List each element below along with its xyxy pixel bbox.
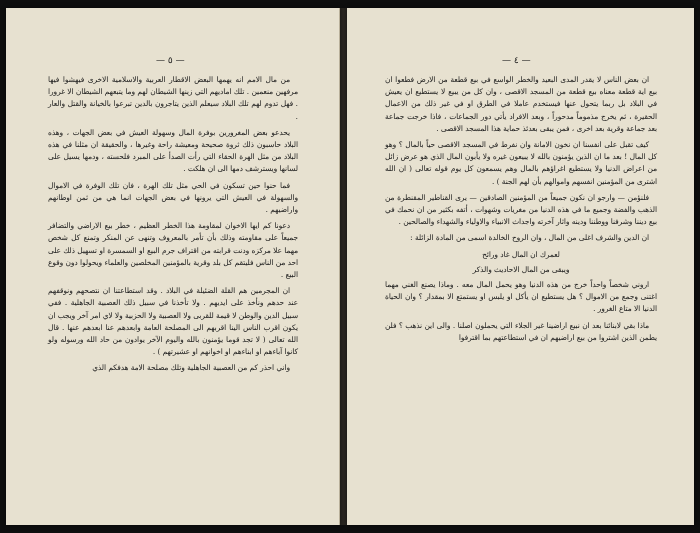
paragraph: دعونا كم ايها الاخوان لمقاومة هذا الخطر العظيم ، خطر بيع الاراضي والتضافر جميعاً على مقاومته وذلك بأن تأمر بالمعروف وتنهى عن المنكر وتمنع كل شخص مهما علا مركزه ودنت قرابته من اقتراف جرم البيع او السمسرة او تسهيل ذلك على احد من الناس فليتقم كل بلد وقرية بالمؤمنين المخلصين والعلماء ويحولوا دون وقوع البيع . [48,221,298,280]
paragraph: ان الدين والشرف اغلى من المال ، وان الروح الخالدة اسمى من المادة الزائلة : [410,233,649,243]
verse-line: لعمرك ان المال غاد ورائح [482,249,560,259]
book-gutter [339,8,347,525]
left-page [6,8,340,525]
paragraph: واني احذر كم من العصبية الجاهلية وتلك مصلحة الامة هدفكم الذي [92,363,290,373]
paragraph: ماذا بقي لابنائنا بعد ان نبيع اراضينا غير الجلاء التي يحملون اصلنا . والى اين نذهب ؟ فلن يطمن الذين اشتروا من بيع اراضيهم ان في استطاعتهم بما اقترفوا [385,320,657,342]
page-body [48,74,298,379]
page-number: — ٤ — [502,56,531,66]
paragraph: من مال الامم انه يهمها البعض الاقطار العربية والاسلامية الاخرى فيهشوا فيها مرفهين منعمين . تلك اماديهم التي زينها الشيطان لهم وما يتبعهم الشيطان الا غرورا . فهل تدوم لهم تلك البلاد سيعلم الذين يتاجرون بالدين تبرعوا بالخيانة والقتل والعار . [48,75,298,121]
page-body [385,74,657,348]
paragraph: ان المجرمين هم القلة الضئيلة في البلاد . وقد استطاعتنا ان نتصحهم ونوقفهم عند حدهم ونأخذ على ايديهم . ولا تأخذنا في سبيل ذلك العصبية الجاهلية . ففي سبيل الدين والوطن لا قيمة للقربى ولا العصبية ولا الحزبية ولا لاي امر آخر ويجب ان يكون اقرب الناس الينا اقربهم الى المصلحة العامة وابعدهم عنا ابعدهم عنها . قال الله تعالى ( لا تجد قوما يؤمنون بالله واليوم الآخر يوادون من حاد الله ورسوله ولو كانوا آباءهم او ابناءهم او اخوانهم او عشيرتهم ) . [48,286,298,357]
verse-line: ويبقى من المال الاحاديث والذكر [472,264,570,274]
paragraph: ان بعض الناس لا يقدر المدى البعيد والخطر الواسع في بيع قطعة من الارض فطعوا ان بيع اية قطعة معناه بيع قطعة من المسجد الاقصى ، وان كل من يبيع لا يستطيع ان يعيش في البلاد بل ربما يتحول عنها فيستخدم عاملا في الطرق او في غير ذلك من الاعمال الحقيرة ، ثم يخرج مذموماً مدحوراً ، وبعد الافراد يأتي دور الجماعات ، فاذا خرجت جماعة بعد جماعة وقرية بعد اخرى ، فمن يبقى بعدئذ حماية هذا المسجد الاقصى . [385,75,657,133]
paragraph: يحدعو بعض المغرورين بوفرة المال وسهولة العيش في بعض الجهات ، وهذه البلاد حاسبون ذلك ثروة صحيحة ومعيشة راحة وغيرها ، والحقيقة ان مثلنا في هذه البلاد من مثل الهرة الحقاء التي رأت الصدأ على المبرد فلحسته ، ودمها يسيل على لسانها ويسترشف دمها الى ان هلكت . [48,127,298,174]
paragraph: فلنؤمن — وارجو ان نكون جميعاً من المؤمنين الصادقين — يرى القناطير المقنطرة من الذهب والفضة وجميع ما في هذه الدنيا من مغريات وشهوات ، أتفه بكثير من ان نحمك في بيع ديننا وشرفنا ووطننا ودينه واثار آخرته واجداث الانبياء والاولياء والشهداء والصالحين . [385,192,657,227]
paragraph: فما حنوا حين تسكون في الحي مثل تلك الهرة ، فان تلك الوفرة في الاموال والسهولة في العيش التي يرونها في بعض الجهات انما هي من ثمن اوطانهم واراضيهم . [48,180,298,215]
right-page [347,8,694,525]
page-number: — ٥ — [156,56,185,66]
paragraph: اروني شخصاً واحداً خرج من هذه الدنيا وهو يحمل المال معه . وماذا يصنع الغني مهما اغتنى وجمع من الاموال ؟ هل يستطيع ان يأكل او يلبس او يستمتع الا بمقدار ؟ وان الحياة الدنيا الا متاع الغرور . [385,280,657,314]
paragraph: كيف تقبل على انفسنا ان نخون الامانة وان نفرط في المسجد الاقصى حياً بالمال ؟ وهو كل المال ! بعد ما ان الذين يؤمنون بالله لا يبيعون غيره ولا يأبون المال الذي هو عرض زائل من اعراض الدنيا ولا يستطيع اغراؤهم بالمال وهم يسمعون كل يوم قوله تعالى ( ان الله اشترى من المؤمنين انفسهم واموالهم بأن لهم الجنة ) . [385,140,657,186]
